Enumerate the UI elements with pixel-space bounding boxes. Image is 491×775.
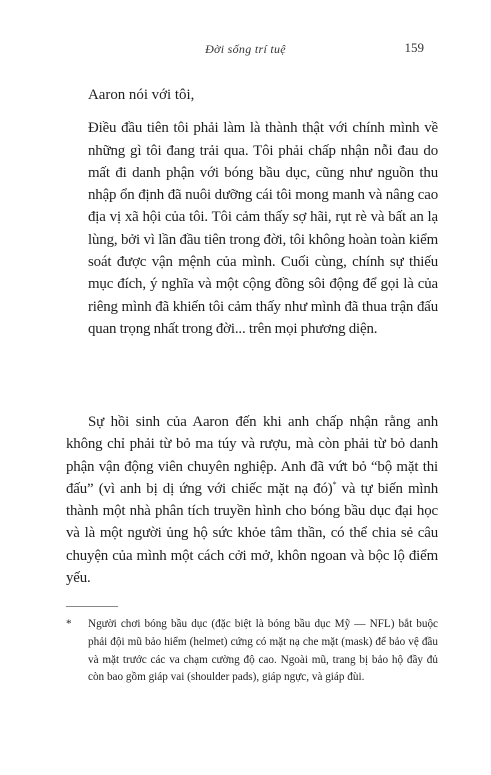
greeting-line: Aaron nói với tôi, [88,87,195,103]
quote-block [88,84,438,362]
block-quote: Điều đầu tiên tôi phải làm là thành thật với chính mình về những gì tôi đang trải qua. Tôi phải chấp nhận nỗi đau do mất đi danh phận với bóng bầu dục, cũng như nguồn thu nhập ổn định đã nuôi dưỡng cái tôi mong manh và nâng cao địa vị xã hội của tôi. Tôi cảm thấy sợ hãi, rụt rè và bất an lạ lùng, bởi vì lần đầu tiên trong đời, tôi không hoàn toàn kiểm soát được vận mệnh của mình. Cuối cùng, chính sự thiếu mục đích, ý nghĩa và một cộng đồng sôi động để gọi là của riêng mình đã khiến tôi cảm thấy như mình đã thua trận đấu quan trọng nhất trong đời... trên mọi phương diện. [88,120,438,337]
paragraph-text-part2: và tự biến mình thành một nhà phân tích truyền hình cho bóng bầu dục đại học và là một người ủng hộ sức khỏe tâm thần, có thể chia sẻ câu chuyện của mình một cách cởi mở, khôn ngoan và bộc lộ điểm yếu. [66,480,438,587]
page-number: 159 [404,40,424,55]
footnote-marker: * [66,618,72,630]
running-title: Đời sống trí tuệ [205,42,286,56]
footnote-text: Người chơi bóng bầu dục (đặc biệt là bóng bầu dục Mỹ — NFL) bắt buộc phải đội mũ bảo hiểm (helmet) cứng có mặt nạ che mặt (mask) để bảo vệ đầu và mặt trước các va chạm cường độ cao. Ngoài mũ, trang bị bảo hộ đầy đủ còn bao gồm giáp vai (shoulder pads), giáp ngực, và giáp đùi. [88,618,438,684]
body-paragraph [66,411,438,589]
paragraph-text-part1: Sự hồi sinh của Aaron đến khi anh chấp nhận rằng anh không chỉ phải từ bỏ ma túy và rượu, mà còn phải từ bỏ danh phận vận động viên chuyên nghiệp. Anh đã vứt bỏ “bộ mặt thi đấu” (vì anh bị dị ứng với chiếc mặt nạ đó) [66,414,438,497]
footnote-divider [66,606,118,607]
footnote-reference[interactable]: * [332,479,337,489]
footnote [66,616,438,687]
